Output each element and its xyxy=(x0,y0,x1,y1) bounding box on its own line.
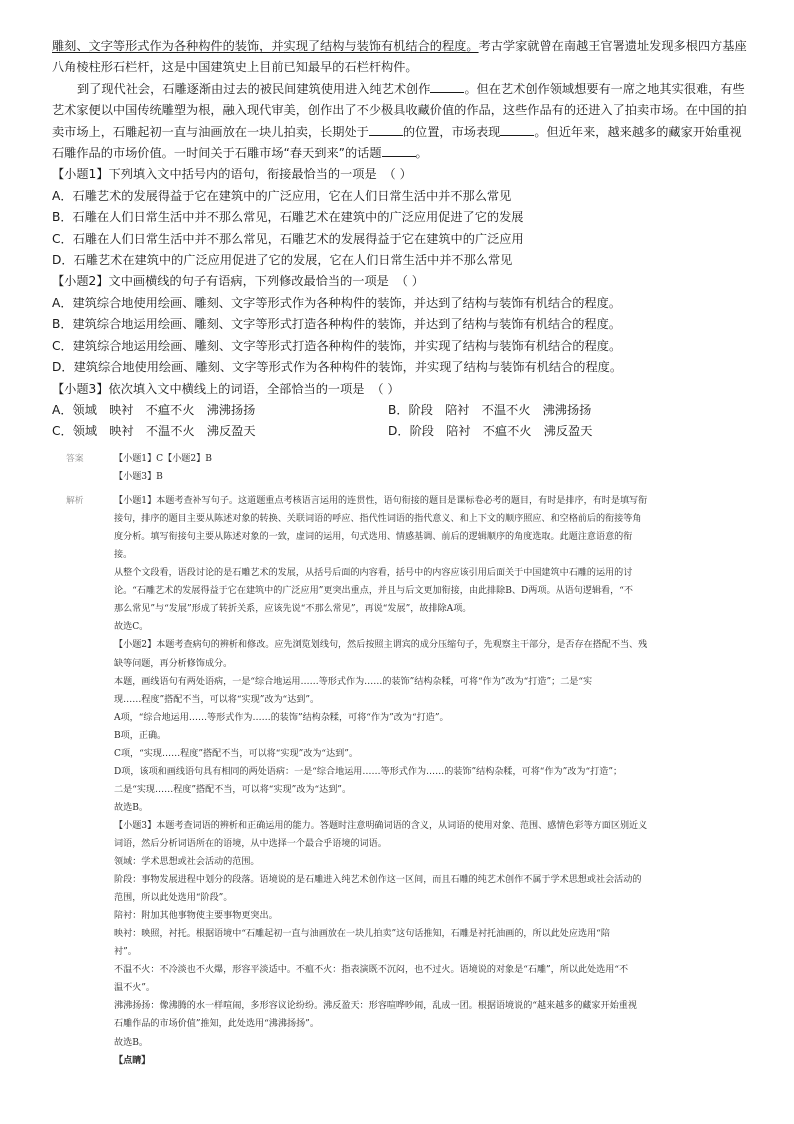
answer-line: 【小题1】C【小题2】B xyxy=(114,454,212,464)
q1-option-c: C．石雕在人们日常生活中并不那么常见，石雕艺术的发展得益于它在建筑中的广泛应用 xyxy=(52,231,524,246)
q3-options-row-2 xyxy=(52,421,752,442)
question-passage xyxy=(52,36,752,443)
analysis-line: 故选B。 xyxy=(114,1037,148,1048)
analysis-line: 陪衬：附加其他事物使主要事物更突出。 xyxy=(114,911,278,922)
answer-paren: （ ） xyxy=(383,167,412,182)
q3-option-a: A．领域 映衬 不瘟不火 沸沸扬扬 xyxy=(52,402,256,417)
analysis-body xyxy=(114,492,736,1070)
analysis-line: B项，正确。 xyxy=(114,730,167,741)
analysis-line: 本题，画线语句有两处语病，一是“综合地运用……等形式作为……的装饰”结构杂糅，可将“作为”改为“打造”；二是“实 xyxy=(114,676,593,687)
question-2-stem: 【小题2】文中画横线的句子有语病，下列修改最恰当的一项是 （ ） xyxy=(52,271,752,292)
analysis-line: 故选C。 xyxy=(114,622,149,633)
analysis-line: 二是“实现……程度”搭配不当，可以将“实现”改为“达到”。 xyxy=(114,784,352,795)
analysis-line: 阶段：事物发展进程中划分的段落。语境说的是石雕进入纯艺术创作这一区间，而且石雕的纯艺术创作不属于学术思想或社会活动的 xyxy=(114,875,642,886)
analysis-line: 范围，所以此处选用“阶段”。 xyxy=(114,893,233,904)
analysis-line: A项，“综合地运用……等形式作为……的装饰”结构杂糅，可将“作为”改为“打造”。 xyxy=(114,712,449,723)
q2-option-b: B．建筑综合地运用绘画、雕刻、文字等形式打造各种构件的装饰，并达到了结构与装饰有机结合的程度。 xyxy=(52,317,621,332)
passage-line-3: 到了现代社会，石雕逐渐由过去的被民间建筑使用进入纯艺术创作 。但在艺术创作领域想要有一席之地其实很难，有些 xyxy=(77,81,745,96)
analysis-line: 衬”。 xyxy=(114,947,137,958)
passage-line-4: 艺术家便以中国传统雕塑为根，融入现代审美，创作出了不少极具收藏价值的作品，这些作品有的还进入了拍卖市场。在中国的拍 xyxy=(52,103,747,118)
analysis-line: 不温不火：不冷淡也不火爆，形容平淡适中。不瘟不火：指表演既不沉闷，也不过火。语境说的对象是“石雕”，所以此处选用“不 xyxy=(114,965,629,976)
analysis-line: 现……程度”搭配不当，可以将“实现”改为“达到”。 xyxy=(114,694,320,705)
passage-line-2: 八角棱柱形石栏杆，这是中国建筑史上目前已知最早的石栏杆构件。 xyxy=(52,60,418,75)
dianjing-heading: 【点睛】 xyxy=(114,1055,151,1066)
analysis-line: D项，该项和画线语句具有相同的两处语病：一是“综合地运用……等形式作为……的装饰”结构杂糅，可将“作为”改为“打造”； xyxy=(114,766,623,777)
q3-option-b: B．阶段 陪衬 不温不火 沸沸扬扬 xyxy=(388,402,592,417)
analysis-line: 词语，然后分析词语所在的语境，从中选择一个最合乎语境的词语。 xyxy=(114,838,387,849)
q1-option-a: A．石雕艺术的发展得益于它在建筑中的广泛应用，它在人们日常生活中并不那么常见 xyxy=(52,188,512,203)
answer-section xyxy=(66,450,736,1070)
fill-blank xyxy=(500,123,534,136)
analysis-line: 【小题3】本题考查词语的辨析和正确运用的能力。答题时注意明确词语的含义，从词语的使用对象、范围、感情色彩等方面区别近义 xyxy=(114,820,648,831)
q3-option-d: D．阶段 陪衬 不瘟不火 沸反盈天 xyxy=(388,424,593,439)
analysis-label: 解析 xyxy=(66,496,84,507)
analysis-line: 映衬：映照，衬托。根据语境中“石雕起初一直与油画放在一块儿拍卖”这句话推知，石雕是衬托油画的，所以此处应选用“陪 xyxy=(114,929,610,940)
analysis-line: 【小题1】本题考查补写句子。这道题重点考核语言运用的连贯性，语句衔接的题目是课标卷必考的题目，有时是排序，有时是填写衔 xyxy=(114,496,648,507)
analysis-line: 论。“石雕艺术的发展得益于它在建筑中的广泛应用”更突出重点，并且与后文更加衔接，由此排除B、D两项。从语句逻辑看，“不 xyxy=(114,586,633,597)
q2-option-a: A．建筑综合地使用绘画、雕刻、文字等形式作为各种构件的装饰，并达到了结构与装饰有机结合的程度。 xyxy=(52,295,621,310)
analysis-block xyxy=(66,492,736,1070)
fill-blank xyxy=(382,144,416,157)
analysis-line: 沸沸扬扬：像沸腾的水一样喧闹，多形容议论纷纷。沸反盈天：形容喧哗吵闹，乱成一团。根据语境说的“越来越多的藏家开始重视 xyxy=(114,1001,637,1012)
q1-option-b: B．石雕在人们日常生活中并不那么常见，石雕艺术在建筑中的广泛应用促进了它的发展 xyxy=(52,210,524,225)
answer-paren: （ ） xyxy=(395,274,424,289)
fill-blank xyxy=(430,80,464,93)
analysis-line: 接句，排序的题目主要从陈述对象的转换、关联词语的呼应、指代性词语的指代意义、和上下文的顺序照应、和空格前后的衔接等角 xyxy=(114,514,642,525)
question-3-stem: 【小题3】依次填入文中横线上的词语，全部恰当的一项是 （ ） xyxy=(52,379,752,400)
passage-line-5: 卖市场上，石雕起初一直与油画放在一块儿拍卖，长期处于 的位置，市场表现 。但近年来，越来越多的藏家开始重视 xyxy=(52,124,742,139)
q2-option-d: D．建筑综合地使用绘画、雕刻、文字等形式作为各种构件的装饰，并实现了结构与装饰有机结合的程度。 xyxy=(52,360,623,375)
answer-line: 【小题3】B xyxy=(114,472,163,483)
answer-label: 答案 xyxy=(66,454,84,464)
answer-paren: （ ） xyxy=(371,381,400,396)
analysis-line: 那么常见”与“发展”形成了转折关系，应该先说“不那么常见”，再说“发展”，故排除A项。 xyxy=(114,604,472,615)
analysis-line: 从整个文段看，语段讨论的是石雕艺术的发展，从括号后面的内容看，括号中的内容应该引用后面关于中国建筑中石雕的运用的讨 xyxy=(114,568,633,579)
passage-line-6: 石雕作品的市场价值。一时间关于石雕市场“春天到来”的话题 。 xyxy=(52,146,428,161)
q2-option-c: C．建筑综合地运用绘画、雕刻、文字等形式打造各种构件的装饰，并实现了结构与装饰有机结合的程度。 xyxy=(52,338,622,353)
analysis-line: 温不火”。 xyxy=(114,983,156,994)
analysis-line: 石雕作品的市场价值”推知，此处选用“沸沸扬扬”。 xyxy=(114,1019,319,1030)
answer-block xyxy=(66,450,736,486)
analysis-line: 缺等问题，再分析修饰成分。 xyxy=(114,658,233,669)
analysis-line: 领域：学术思想或社会活动的范围。 xyxy=(114,857,260,868)
q3-options-row-1 xyxy=(52,400,752,421)
q1-option-d: D．石雕艺术在建筑中的广泛应用促进了它的发展，它在人们日常生活中并不那么常见 xyxy=(52,253,513,268)
analysis-line: 故选B。 xyxy=(114,802,148,813)
analysis-line: 接。 xyxy=(114,550,133,561)
underlined-sentence: 雕刻、文字等形式作为各种构件的装饰，并实现了结构与装饰有机结合的程度。 xyxy=(52,39,479,53)
analysis-line: 度分析。填写衔接句主要从陈述对象的一致，虚词的运用，句式选用、情感基调、前后的逻辑顺序的角度选取。此题注意语意的衔 xyxy=(114,532,633,543)
passage-line-1: 雕刻、文字等形式作为各种构件的装饰，并实现了结构与装饰有机结合的程度。考古学家就曾在南越王官署遗址发现多根四方基座 xyxy=(52,39,747,53)
analysis-line: C项，“实现……程度”搭配不当，可以将“实现”改为“达到”。 xyxy=(114,748,359,759)
analysis-line: 【小题2】本题考查病句的辨析和修改。应先浏览划线句，然后按照主谓宾的成分压缩句子，先观察主干部分，是否存在搭配不当、残 xyxy=(114,640,648,651)
fill-blank xyxy=(369,123,403,136)
q3-option-c: C．领域 映衬 不温不火 沸反盈天 xyxy=(52,424,256,439)
question-1-stem: 【小题1】下列填入文中括号内的语句，衔接最恰当的一项是 （ ） xyxy=(52,164,752,185)
